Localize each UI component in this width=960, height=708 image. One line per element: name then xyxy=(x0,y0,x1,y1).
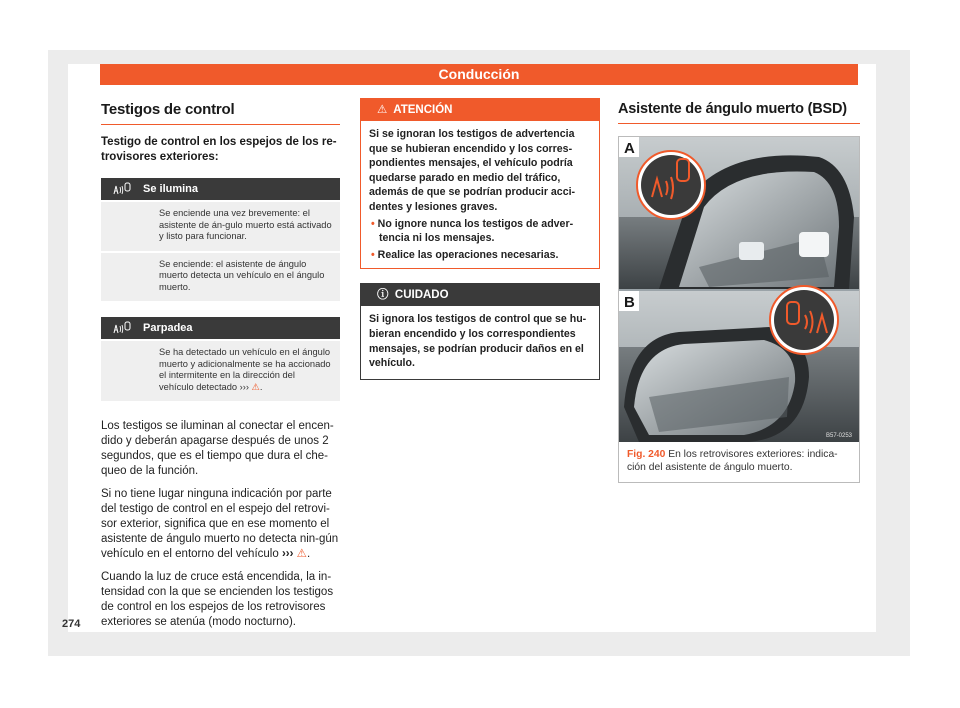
cross-reference[interactable]: ››› xyxy=(239,381,249,392)
caution-text: Si ignora los testigos de control que se hu-bieran encendido y los correspondientes mensajes, se podrían producir daños en el vehículo. xyxy=(369,313,587,370)
bullet-text: Realice las operaciones necesarias. xyxy=(377,248,559,261)
warning-triangle-icon: ⚠ xyxy=(251,381,260,392)
bullet-text: No ignore nunca los testigos de adver-tencia ni los mensajes. xyxy=(377,217,574,245)
warning-body xyxy=(361,121,599,268)
table-header-lights xyxy=(101,178,340,200)
warning-text: Si se ignoran los testigos de advertencia que se hubieran encendido y los corres-pondientes mensajes, el vehículo podría quedarse parado en medio del tráfico, además de que se podrían producir acci-dentes y lesiones graves. xyxy=(369,128,576,213)
warning-triangle-icon: ⚠ xyxy=(377,104,388,116)
warning-bullet: • Realice las operaciones necesarias. xyxy=(371,248,559,261)
blind-spot-icon xyxy=(101,321,143,335)
warning-label: ATENCIÓN xyxy=(393,104,453,116)
table-header-label: Parpadea xyxy=(143,322,193,334)
paragraph: Si no tiene lugar ninguna indicación por parte del testigo de control en el espejo del retrovi-sor exterior, significa que en ese momento el asistente de ángulo muerto no detecta nin-gún vehículo en el entorno del vehículo ››› ⚠. xyxy=(101,488,339,560)
section-title: Testigos de control xyxy=(101,98,340,125)
caution-header xyxy=(361,284,599,306)
table-header-blinks xyxy=(101,317,340,339)
warning-triangle-icon: ⚠ xyxy=(296,548,307,560)
warning-header xyxy=(361,99,599,121)
column-3 xyxy=(618,98,860,483)
caution-box xyxy=(360,283,600,379)
table-cell-text: Se ha detectado un vehículo en el ángulo muerto y adicionalmente se ha accionado el intermitente en la dirección del vehículo detectado xyxy=(159,347,331,392)
mirror-illustration xyxy=(619,137,859,442)
info-circle-icon: ⓘ xyxy=(377,289,389,302)
subheading: Testigo de control en los espejos de los re-trovisores exteriores: xyxy=(101,136,337,163)
figure-label-b: B xyxy=(624,294,635,311)
section-header: Conducción xyxy=(100,64,858,85)
table-row: Se enciende: el asistente de ángulo muerto detecta un vehículo en el ángulo muerto. xyxy=(101,253,340,302)
figure-number: Fig. 240 xyxy=(627,449,666,460)
figure-caption xyxy=(619,442,859,482)
column-1 xyxy=(101,98,340,630)
blind-spot-icon xyxy=(101,182,143,196)
column-2 xyxy=(360,98,600,380)
paragraph-text: Si no tiene lugar ninguna indicación por parte del testigo de control en el espejo del retrovi-sor exterior, significa que en ese momento el asistente de ángulo muerto no detecta nin-gún vehículo en el entorno del vehículo xyxy=(101,488,339,560)
caption-text: En los retrovisores exteriores: indica-ción del asistente de ángulo muerto. xyxy=(627,449,838,473)
warning-box xyxy=(360,98,600,269)
warning-bullet: • No ignore nunca los testigos de adver-tencia ni los mensajes. xyxy=(371,217,574,245)
paragraph: Cuando la luz de cruce está encendida, la in-tensidad con la que se encienden los testigos de control en los espejos de los retrovisores exteriores se atenúa (modo nocturno). xyxy=(101,571,334,628)
figure-code: B57-0253 xyxy=(826,433,853,439)
page-number: 274 xyxy=(62,618,81,630)
cross-reference[interactable]: ››› xyxy=(281,548,294,560)
figure xyxy=(618,136,860,483)
table-header-label: Se ilumina xyxy=(143,183,199,195)
table-row: Se enciende una vez brevemente: el asistente de án-gulo muerto está activado y listo para funcionar. xyxy=(101,202,340,251)
figure-label-a: A xyxy=(624,140,635,157)
caution-label: CUIDADO xyxy=(394,289,449,302)
section-title: Asistente de ángulo muerto (BSD) xyxy=(618,98,860,124)
table-row: Se ha detectado un vehículo en el ángulo muerto y adicionalmente se ha accionado el intermitente en la dirección del vehículo detectado ››› ⚠. xyxy=(101,341,340,401)
paragraph: Los testigos se iluminan al conectar el encen-dido y deberán apagarse después de unos 2 segundos, que es el tiempo que dura el che-queo de la función. xyxy=(101,420,334,477)
